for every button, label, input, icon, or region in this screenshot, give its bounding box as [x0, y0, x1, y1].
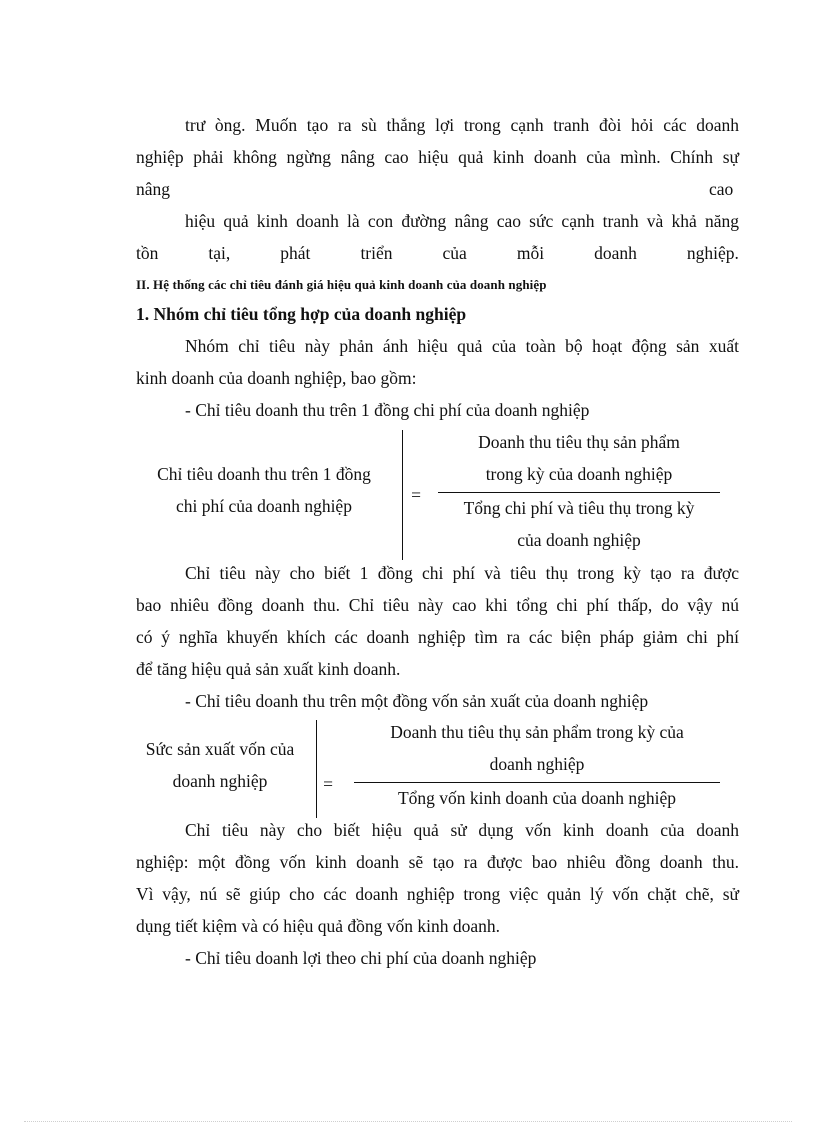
word: nghiệp.: [686, 243, 739, 263]
formula-divider: [316, 720, 317, 818]
subsection-heading: 1. Nhóm chỉ tiêu tổng hợp của doanh nghiệp: [136, 304, 467, 324]
paragraph-line: Chỉ tiêu này cho biết 1 đồng chi phí và tiêu thụ trong kỳ tạo ra được: [185, 563, 739, 583]
formula-numerator-line: Doanh thu tiêu thụ sản phẩm trong kỳ của: [390, 722, 684, 742]
section-heading: II. Hệ thống các chỉ tiêu đánh giá hiệu quả kinh doanh của doanh nghiệp: [136, 277, 547, 292]
formula-denominator-line: của doanh nghiệp: [517, 530, 641, 550]
formula-denominator-line: Tổng chi phí và tiêu thụ trong kỳ: [463, 498, 695, 518]
fraction-bar: [354, 782, 720, 783]
formula-denominator-line: Tổng vốn kinh doanh của doanh nghiệp: [397, 788, 676, 808]
formula-numerator-line: doanh nghiệp: [489, 754, 585, 774]
formula-numerator-line: trong kỳ của doanh nghiệp: [485, 464, 673, 484]
bullet-item: - Chỉ tiêu doanh thu trên một đồng vốn sản xuất của doanh nghiệp: [185, 691, 649, 711]
paragraph-line: nghiệp phải không ngừng nâng cao hiệu quả kinh doanh của mình. Chính sự: [136, 147, 739, 167]
paragraph-line-spread: [136, 242, 739, 264]
paragraph-line: nâng: [136, 179, 171, 199]
word: của: [442, 243, 467, 263]
paragraph-line: kinh doanh của doanh nghiệp, bao gồm:: [136, 368, 417, 388]
formula-lhs-line: Chỉ tiêu doanh thu trên 1 đồng: [157, 464, 371, 484]
word: triển: [360, 243, 393, 263]
formula-divider: [402, 430, 403, 560]
paragraph-line: Nhóm chỉ tiêu này phản ánh hiệu quả của toàn bộ hoạt động sản xuất: [185, 336, 739, 356]
word: tồn: [136, 243, 159, 263]
paragraph-line: để tăng hiệu quả sản xuất kinh doanh.: [136, 659, 401, 679]
paragraph-line: nghiệp: một đồng vốn kinh doanh sẽ tạo ra được bao nhiêu đồng doanh thu.: [136, 852, 739, 872]
paragraph-line: Vì vậy, nú sẽ giúp cho các doanh nghiệp trong việc quản lý vốn chặt chẽ, sử: [136, 884, 739, 904]
paragraph-line: Chỉ tiêu này cho biết hiệu quả sử dụng vốn kinh doanh của doanh: [185, 820, 739, 840]
word: tại,: [208, 243, 231, 263]
fraction-bar: [438, 492, 720, 493]
page-bottom-rule: [24, 1121, 792, 1122]
formula-lhs-line: chi phí của doanh nghiệp: [176, 496, 352, 516]
word: phát: [280, 243, 311, 263]
paragraph-line: hiệu quả kinh doanh là con đường nâng cao sức cạnh tranh và khả năng: [185, 211, 739, 231]
formula-numerator-line: Doanh thu tiêu thụ sản phẩm: [478, 432, 680, 452]
paragraph-line: bao nhiêu đồng doanh thu. Chỉ tiêu này cao khi tổng chi phí thấp, do vậy nú: [136, 595, 739, 615]
paragraph-line: cao: [709, 179, 734, 199]
bullet-item: - Chỉ tiêu doanh lợi theo chi phí của doanh nghiệp: [185, 948, 537, 968]
formula-lhs-line: doanh nghiệp: [172, 771, 268, 791]
paragraph-line: dụng tiết kiệm và có hiệu quả đồng vốn kinh doanh.: [136, 916, 501, 936]
word: doanh: [594, 243, 637, 263]
equals-sign: =: [323, 774, 333, 794]
paragraph-line: trư òng. Muốn tạo ra sù thắng lợi trong cạnh tranh đòi hỏi các doanh: [185, 115, 739, 135]
paragraph-line: có ý nghĩa khuyến khích các doanh nghiệp tìm ra các biện pháp giảm chi phí: [136, 627, 739, 647]
formula-lhs-line: Sức sản xuất vốn của: [145, 739, 295, 759]
equals-sign: =: [411, 485, 421, 505]
bullet-item: - Chỉ tiêu doanh thu trên 1 đồng chi phí của doanh nghiệp: [185, 400, 590, 420]
word: mỗi: [516, 243, 545, 263]
